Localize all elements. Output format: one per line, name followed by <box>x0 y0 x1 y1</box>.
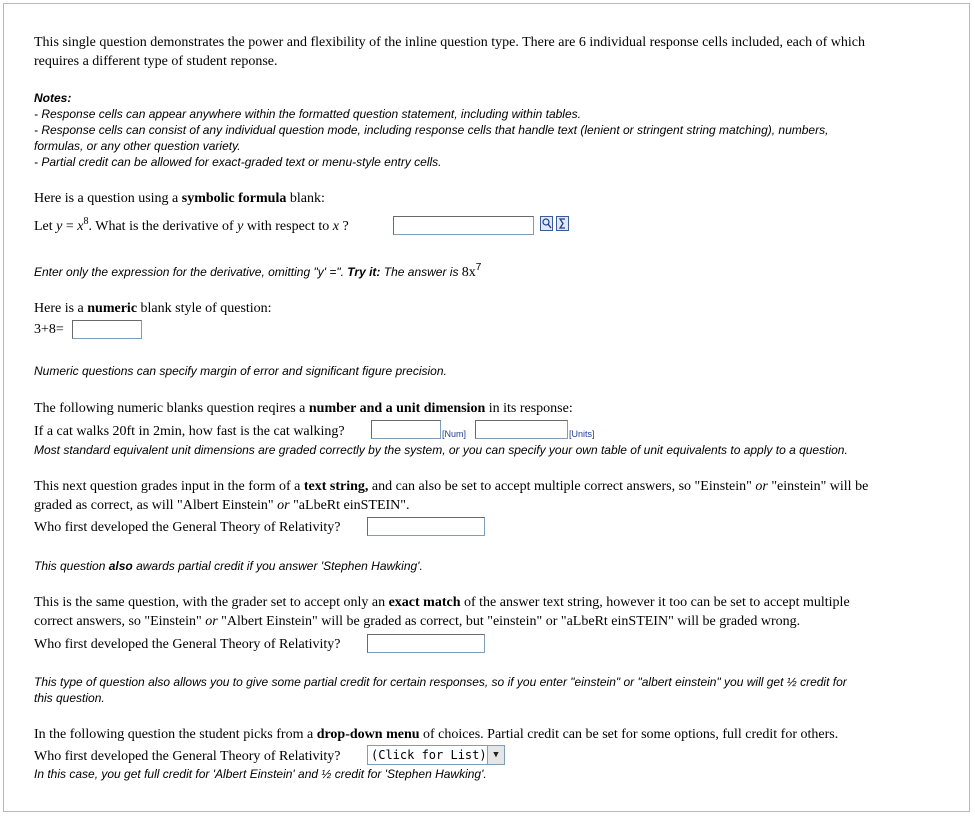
q6-intro: In the following question the student picks from a drop-down menu of choices. Partial credit can be set for some options, full credit for others. <box>34 727 839 742</box>
number-input[interactable] <box>371 420 441 439</box>
q4-intro-line-1: This next question grades input in the form of a text string, and can also be set to accept multiple correct answers, so "Einstein" or "einstein" will be <box>34 479 869 494</box>
q4-intro-line-2: graded as correct, as will "Albert Einstein" or "aLbeRt einSTEIN". <box>34 498 410 513</box>
q1-note: Enter only the expression for the derivative, omitting "y' =". Try it: The answer is $8x^7$ <box>34 262 482 280</box>
num-tag: [Num] <box>442 429 467 439</box>
text-answer-input[interactable] <box>367 517 485 536</box>
q4-question: Who first developed the General Theory of Relativity? <box>34 520 341 535</box>
formula-editor-icon[interactable] <box>556 216 569 231</box>
notes-line-4: - Partial credit can be allowed for exact-graded text or menu-style entry cells. <box>34 155 442 169</box>
notes-line-3: formulas, or any other question variety. <box>34 139 241 153</box>
intro-line-1: This single question demonstrates the power and flexibility of the inline question type. There are 6 individual response cells included, each of which <box>34 35 865 50</box>
exact-answer-input[interactable] <box>367 634 485 653</box>
q5-note-line-1: This type of question also allows you to give some partial credit for certain responses, so if you enter "einstein" or "albert einstein" you will get ½ credit for <box>34 675 847 689</box>
q4-note: This question also awards partial credit if you answer 'Stephen Hawking'. <box>34 559 423 573</box>
formula-answer-input[interactable] <box>393 216 534 235</box>
q2-note: Numeric questions can specify margin of error and significant figure precision. <box>34 364 447 378</box>
preview-icon[interactable] <box>540 216 553 231</box>
q5-note-line-2: this question. <box>34 691 105 705</box>
q1-intro: Here is a question using a symbolic formula blank: <box>34 191 325 206</box>
numeric-answer-input[interactable] <box>72 320 142 339</box>
q3-note: Most standard equivalent unit dimensions are graded correctly by the system, or you can specify your own table of unit equivalents to apply to a question. <box>34 443 848 457</box>
q6-question: Who first developed the General Theory of Relativity? <box>34 749 341 764</box>
q5-question: Who first developed the General Theory of Relativity? <box>34 637 341 652</box>
units-tag: [Units] <box>569 429 595 439</box>
dropdown-value: (Click for List) <box>371 748 487 762</box>
q3-question: If a cat walks 20ft in 2min, how fast is the cat walking? <box>34 424 345 439</box>
q6-note: In this case, you get full credit for 'Albert Einstein' and ½ credit for 'Stephen Hawking'. <box>34 767 487 781</box>
q2-intro: Here is a numeric blank style of question: <box>34 301 272 316</box>
q2-question: 3+8= <box>34 322 64 337</box>
q1-question: Let $y = x^8$. What is the derivative of y with respect to x ? <box>34 216 349 234</box>
answer-dropdown[interactable] <box>367 745 505 765</box>
intro-line-2: requires a different type of student reponse. <box>34 54 278 69</box>
notes-line-1: - Response cells can appear anywhere within the formatted question statement, including within tables. <box>34 107 581 121</box>
units-input[interactable] <box>475 420 568 439</box>
notes-heading: Notes: <box>34 91 72 105</box>
q5-intro-line-2: correct answers, so "Einstein" or "Albert Einstein" will be graded as correct, but "einstein" or "aLbeRt einSTEIN" will be graded wrong. <box>34 614 801 629</box>
dropdown-arrow-icon[interactable]: ▼ <box>487 746 504 764</box>
notes-line-2: - Response cells can consist of any individual question mode, including response cells that handle text (lenient or stringent string matching), numbers, <box>34 123 829 137</box>
q3-intro: The following numeric blanks question reqires a number and a unit dimension in its response: <box>34 401 573 416</box>
q5-intro-line-1: This is the same question, with the grader set to accept only an exact match of the answer text string, however it too can be set to accept multiple <box>34 595 850 610</box>
